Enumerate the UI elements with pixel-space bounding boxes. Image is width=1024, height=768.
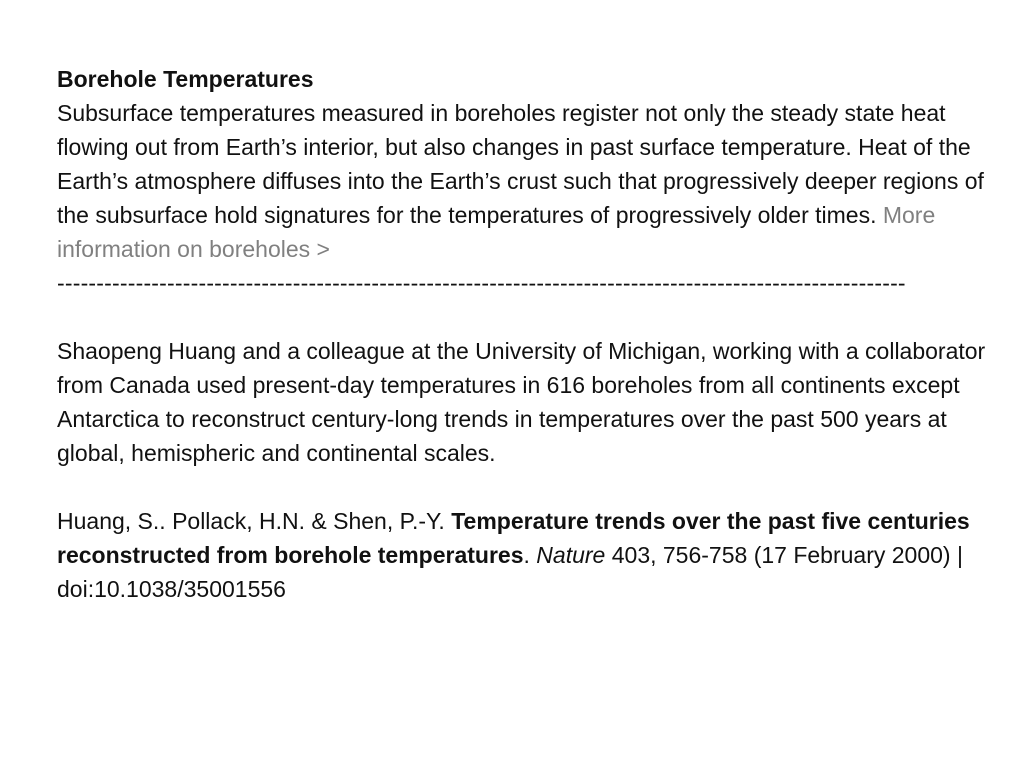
paragraph-spacer [57, 470, 987, 504]
citation-title: Temperature trends over the past five centuries reconstructed from borehole temperatures [57, 508, 970, 568]
citation-details: 403, 756-758 (17 February 2000) | doi:10.1038/35001556 [57, 542, 963, 602]
dashed-divider: ------------------------------------------------------------------------------------------------------------ [57, 270, 906, 296]
more-info-link[interactable]: More information on boreholes > [57, 202, 936, 262]
citation-journal: Nature [536, 542, 606, 568]
section-title: Borehole Temperatures [57, 66, 314, 92]
citation-authors: Huang, S.. Pollack, H.N. & Shen, P.-Y. [57, 508, 445, 534]
citation: Huang, S.. Pollack, H.N. & Shen, P.-Y. Temperature trends over the past five centuries reconstructed from borehole temperatures. Nature 403, 756-758 (17 February 2000) | doi:10.1038/35001556 [57, 508, 970, 602]
intro-paragraph [57, 96, 987, 266]
study-summary: Shaopeng Huang and a colleague at the University of Michigan, working with a collaborator from Canada used present-day temperatures in 616 boreholes from all continents except Antarctica to reconstruct century-long trends in temperatures over the past 500 years at global, hemispheric and continental scales. [57, 338, 986, 466]
intro-text: Subsurface temperatures measured in boreholes register not only the steady state heat flowing out from Earth’s interior, but also changes in past surface temperature. Heat of the Earth’s atmosphere diffuses into the Earth’s crust such that progressively deeper regions of the subsurface hold signatures for the temperatures of progressively older times. [57, 100, 984, 228]
slide-content [57, 62, 987, 606]
